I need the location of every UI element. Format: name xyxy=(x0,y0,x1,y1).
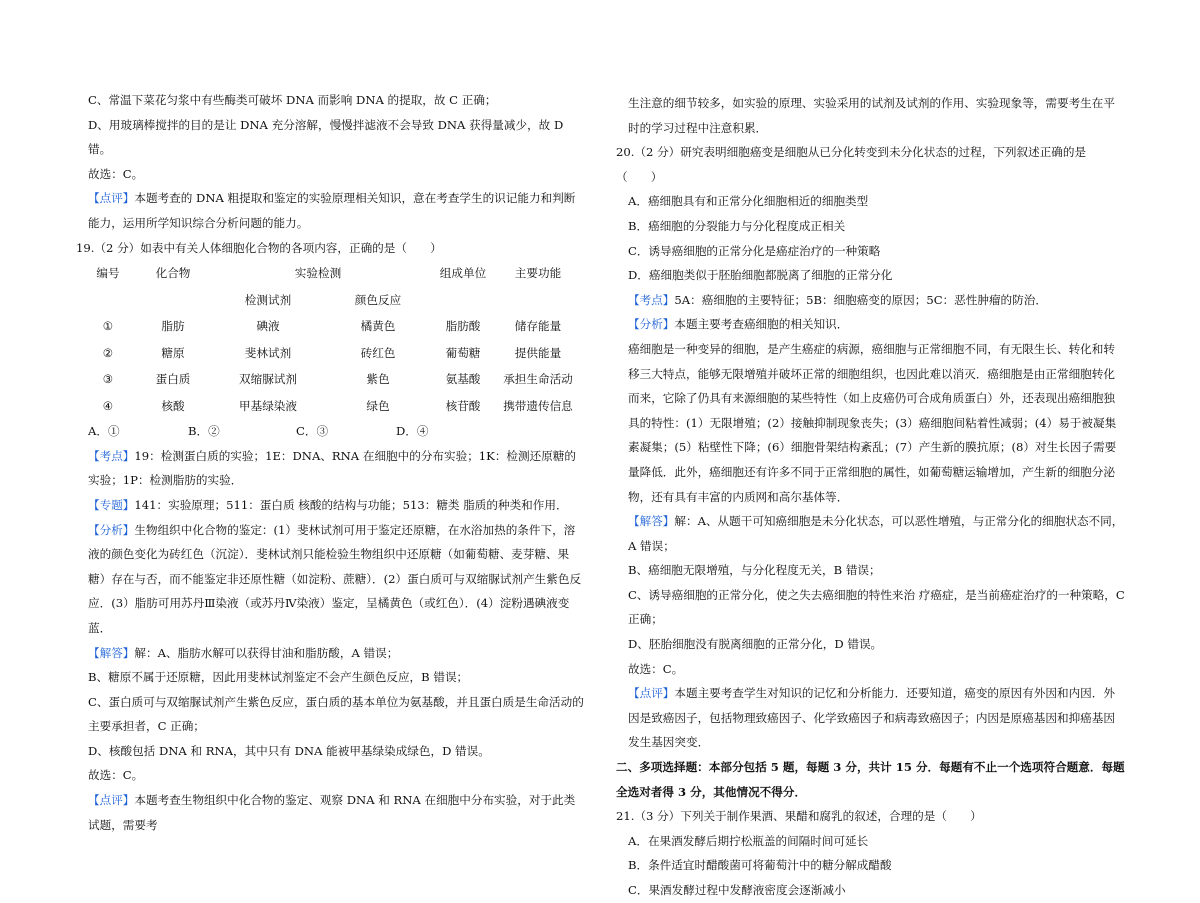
table-cell: 提供能量 xyxy=(514,345,562,360)
table-cell: 携带遗传信息 xyxy=(503,398,573,413)
q19-jieda-d: D、核酸包括 DNA 和 RNA，其中只有 DNA 能被甲基绿染成绿色，D 错误。 xyxy=(88,743,490,758)
q20-answer: 故选：C。 xyxy=(628,661,684,676)
q20-option-a: A．癌细胞具有和正常分化细胞相近的细胞类型 xyxy=(628,194,869,209)
q20-jieda-b: B、癌细胞无限增殖，与分化程度无关，B 错误； xyxy=(628,563,881,578)
comment-tag: 【点评】 xyxy=(88,793,135,808)
q18-option-d: D、用玻璃棒搅拌的目的是让 DNA 充分溶解，慢慢拌滤液不会导致 DNA 获得量减少，故 D 错。 xyxy=(88,117,564,157)
q20-fenxi xyxy=(616,312,1126,337)
table-row xyxy=(78,366,578,393)
table-cell: 紫色 xyxy=(366,372,390,387)
table-cell: 橘黄色 xyxy=(360,319,396,334)
q18-answer: 故选：C。 xyxy=(88,166,144,181)
kaodian-text: 19：检测蛋白质的实验；1E：DNA、RNA 在细胞中的分布实验；1K：检测还原糖的实验；1P：检测脂肪的实验． xyxy=(88,448,576,488)
q20-jieda-c: C、诱导癌细胞的正常分化，使之失去癌细胞的特性来治 疗癌症，是当前癌症治疗的一种策略，C 正确； xyxy=(628,587,1125,627)
subheader-cell: 检测试剂 xyxy=(244,292,292,307)
q21-option-c: C．果酒发酵过程中发酵液密度会逐渐减小 xyxy=(628,883,846,897)
comment-text: 本题考查的 DNA 粗提取和鉴定的实验原理相关知识，意在考查学生的识记能力和判断能力，运用所学知识综合分析问题的能力。 xyxy=(88,191,576,230)
table-row xyxy=(78,393,578,420)
q18-option-c: C、常温下菜花匀浆中有些酶类可破坏 DNA 而影响 DNA 的提取，故 C 正确； xyxy=(88,93,497,107)
table-cell: 氨基酸 xyxy=(445,372,481,387)
table-cell: ④ xyxy=(102,398,114,413)
jieda-tag: 【解答】 xyxy=(88,645,135,660)
q19-jieda xyxy=(76,641,586,666)
q19-option-c: C．③ xyxy=(296,424,329,439)
fenxi-tag: 【分析】 xyxy=(628,317,675,332)
table-cell: ③ xyxy=(102,372,114,387)
comment-text: 本题考查生物组织中化合物的鉴定、观察 DNA 和 RNA 在细胞中分布实验，对于此类试题，需要考 xyxy=(88,793,576,832)
q21-option-a: A．在果酒发酵后期拧松瓶盖的间隔时间可延长 xyxy=(628,833,869,848)
q20-option-d: D．癌细胞类似于胚胎细胞都脱离了细胞的正常分化 xyxy=(628,268,893,283)
fenxi-tag: 【分析】 xyxy=(88,522,135,537)
table-cell: 碘液 xyxy=(256,319,280,334)
table-cell: 砖红色 xyxy=(360,345,396,360)
q19-comment-continued: 生注意的细节较多，如实验的原理、实验采用的试剂及试剂的作用、实验现象等，需要考生在平时的学习过程中注意积累． xyxy=(628,96,1115,135)
zhuanti-text: 141：实验原理；511：蛋白质 核酸的结构与功能；513：糖类 脂质的种类和作用． xyxy=(134,497,568,512)
fenxi-text: 本题主要考查癌细胞的相关知识． xyxy=(674,317,849,332)
right-column xyxy=(616,91,1126,903)
table-cell: 蛋白质 xyxy=(155,372,191,387)
q19-table xyxy=(78,260,578,419)
q20-stem: 20.（2 分）研究表明细胞癌变是细胞从已分化转变到未分化状态的过程，下列叙述正确的是（ ） xyxy=(616,145,1087,184)
table-cell: 核苷酸 xyxy=(445,398,481,413)
subheader-cell: 颜色反应 xyxy=(354,292,402,307)
table-row xyxy=(78,313,578,340)
table-cell: ① xyxy=(102,319,114,334)
q19-stem: 19.（2 分）如表中有关人体细胞化合物的各项内容，正确的是（ ） xyxy=(76,240,442,255)
q21-stem: 21.（3 分）下列关于制作果酒、果醋和腐乳的叙述，合理的是（ ） xyxy=(616,809,982,824)
comment-text: 本题主要考查学生对知识的记忆和分析能力．还要知道，癌变的原因有外因和内因．外因是致癌因子，包括物理致癌因子、化学致癌因子和病毒致癌因子；内因是原癌基因和抑癌基因发生基因突变． xyxy=(628,686,1115,750)
q19-jieda-c: C、蛋白质可与双缩脲试剂产生紫色反应，蛋白质的基本单位为氨基酸，并且蛋白质是生命活动的主要承担者，C 正确； xyxy=(88,694,584,734)
kaodian-tag: 【考点】 xyxy=(88,448,135,463)
q20-option-b: B．癌细胞的分裂能力与分化程度成正相关 xyxy=(628,218,846,233)
kaodian-tag: 【考点】 xyxy=(628,292,675,307)
q20-jieda xyxy=(616,509,1126,558)
q20-jieda-d: D、胚胎细胞没有脱离细胞的正常分化，D 错误。 xyxy=(628,637,883,652)
table-cell: 核酸 xyxy=(161,398,185,413)
table-cell: 葡萄糖 xyxy=(445,345,481,360)
left-column xyxy=(76,88,586,837)
q19-option-d: D．④ xyxy=(396,424,429,439)
table-header-row xyxy=(78,260,578,287)
header-cell: 化合物 xyxy=(155,266,191,281)
table-cell: ② xyxy=(102,345,114,360)
comment-tag: 【点评】 xyxy=(88,191,135,206)
table-cell: 脂肪 xyxy=(161,319,185,334)
table-cell: 斐林试剂 xyxy=(244,345,292,360)
q19-options xyxy=(76,419,586,444)
table-cell: 甲基绿染液 xyxy=(239,398,297,413)
q20-option-c: C．诱导癌细胞的正常分化是癌症治疗的一种策略 xyxy=(628,243,881,258)
table-cell: 双缩脲试剂 xyxy=(239,372,297,387)
jieda-a: 解：A、脂肪水解可以获得甘油和脂肪酸，A 错误； xyxy=(134,645,399,660)
table-row xyxy=(78,340,578,367)
fenxi-text: 生物组织中化合物的鉴定：(1）斐林试剂可用于鉴定还原糖，在水浴加热的条件下，溶液的颜色变化为砖红色（沉淀）．斐林试剂只能检验生物组织中还原糖（如葡萄糖、麦芽糖、果糖）存在与否，而不能鉴定非还原性糖（如淀粉、蔗糖）．(2）蛋白质可与双缩脲试剂产生紫色反应．(3）脂肪可用苏丹Ⅲ染液（或苏丹Ⅳ染液）鉴定，呈橘黄色（或红色）．(4）淀粉遇碘液变蓝． xyxy=(88,522,582,635)
header-cell: 组成单位 xyxy=(439,266,487,281)
comment-tag: 【点评】 xyxy=(628,686,675,701)
zhuanti-tag: 【专题】 xyxy=(88,497,135,512)
q19-option-b: B．② xyxy=(188,424,220,439)
q19-option-a: A．① xyxy=(88,424,120,439)
kaodian-text: 5A：癌细胞的主要特征；5B：细胞癌变的原因；5C：恶性肿瘤的防治． xyxy=(674,292,1047,307)
q20-kaodian xyxy=(616,288,1126,313)
table-cell: 糖原 xyxy=(161,345,185,360)
table-cell: 脂肪酸 xyxy=(445,319,481,334)
q19-answer: 故选：C。 xyxy=(88,768,144,783)
header-cell: 编号 xyxy=(96,266,120,281)
q20-fenxi-body: 癌细胞是一种变异的细胞，是产生癌症的病源，癌细胞与正常细胞不同，有无限生长、转化和转移三大特点，能够无限增殖并破坏正常的细胞组织，也因此难以消灭．癌细胞是由正常细胞转化而来，它除了仍具有来源细胞的某些特性（如上皮癌仍可合成角质蛋白）外，还表现出癌细胞独具的特性：(1）无限增殖；(2）接触抑制现象丧失；(3）癌细胞间粘着性减弱；(4）易于被凝集素凝集；(5）粘壁性下降；(6）细胞骨架结构紊乱；(7）产生新的膜抗原；(8）对生长因子需要量降低．此外，癌细胞还有许多不同于正常细胞的属性，如葡萄糖运输增加，产生新的细胞分泌物，还有具有丰富的内质网和高尔基体等． xyxy=(628,341,1117,504)
table-cell: 绿色 xyxy=(366,398,390,413)
section-heading: 二、多项选择题：本部分包括 5 题，每题 3 分，共计 15 分．每题有不止一个选项符合题意．每题全选对者得 3 分，其他情况不得分． xyxy=(616,760,1125,799)
table-cell: 储存能量 xyxy=(514,319,562,334)
jieda-tag: 【解答】 xyxy=(628,514,675,529)
q19-fenxi xyxy=(76,518,586,641)
table-cell: 承担生命活动 xyxy=(503,372,573,387)
q19-kaodian xyxy=(76,444,586,493)
header-cell: 实验检测 xyxy=(294,266,342,281)
jieda-a: 解：A、从题干可知癌细胞是未分化状态，可以恶性增殖，与正常分化的细胞状态不同，A 错误； xyxy=(628,514,1124,553)
q20-comment xyxy=(616,681,1126,755)
q21-option-b: B．条件适宜时醋酸菌可将葡萄汁中的糖分解成醋酸 xyxy=(628,858,892,873)
q18-comment xyxy=(76,186,586,235)
q19-jieda-b: B、糖原不属于还原糖，因此用斐林试剂鉴定不会产生颜色反应，B 错误； xyxy=(88,670,469,685)
table-subheader-row xyxy=(78,287,578,314)
q19-comment xyxy=(76,788,586,837)
q19-zhuanti xyxy=(76,493,586,518)
header-cell: 主要功能 xyxy=(514,266,562,281)
